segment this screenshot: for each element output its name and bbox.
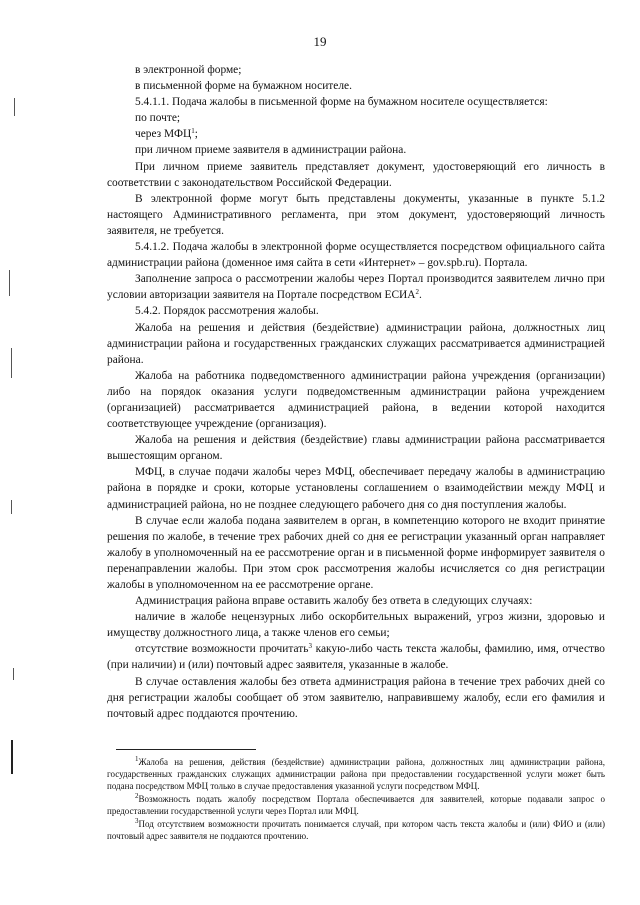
footnote [107, 818, 605, 842]
footnote [107, 793, 605, 817]
footnote-text: Под отсутствием возможности прочитать понимается случай, при котором часть текста жалобы и (или) ФИО и (или) почтовый адрес заявителя не поддаются прочтению. [107, 819, 605, 841]
scan-mark [13, 668, 14, 680]
paragraph: При личном приеме заявитель представляет документ, удостоверяющий его личность в соответствии с законодательством Российской Федерации. [107, 160, 605, 189]
scan-mark [11, 348, 12, 378]
paragraph-text: отсутствие возможности прочитать [135, 643, 309, 656]
scan-mark [11, 740, 13, 774]
footnote [107, 756, 605, 792]
section-5-4-2: 5.4.2. Порядок рассмотрения жалобы. [135, 305, 319, 318]
punctuation: ; [194, 128, 198, 141]
paragraph-text: через МФЦ [135, 128, 192, 141]
paragraph: В случае если жалоба подана заявителем в орган, в компетенцию которого не входит принятие решения по жалобе, в течение трех рабочих дней со дня ее регистрации указанный орган направляет жалобу в уполномоченный на ее рассмотрение орган и в письменной форме информирует заявителя о перенаправлении жалобы. При этом срок рассмотрения жалобы исчисляется со дня регистрации жалобы в уполномоченном на ее рассмотрение органе. [107, 514, 605, 591]
paragraph: В случае оставления жалобы без ответа администрация района в течение трех рабочих дней со дня регистрации жалобы сообщает об этом заявителю, направившему жалобу, если его фамилия и почтовый адрес поддаются прочтению. [107, 675, 605, 720]
footnote-ref: 2 [415, 288, 420, 297]
section-5-4-1-2: 5.4.1.2. Подача жалобы в электронной форме осуществляется посредством официального сайта администрации района (доменное имя сайта в сети «Интернет» – gov.spb.ru). Портала. [107, 241, 605, 270]
paragraph-text: какую-либо часть текста жалобы, фамилию, имя, отчество (при наличии) и (или) почтовый адрес заявителя, указанные в жалобе. [107, 643, 605, 672]
paragraph: Администрация района вправе оставить жалобу без ответа в следующих случаях: [135, 595, 533, 608]
paragraph: при личном приеме заявителя в администрации района. [135, 144, 407, 157]
footnote-ref: 1 [191, 127, 195, 136]
footnote-number: 2 [135, 792, 139, 800]
page-number: 19 [313, 34, 327, 49]
paragraph: в письменной форме на бумажном носителе. [135, 80, 352, 93]
footnotes [107, 756, 605, 843]
paragraph: Жалоба на решения и действия (бездействие) главы администрации района рассматривается вышестоящим органом. [107, 434, 605, 463]
paragraph-unreadable [107, 641, 605, 673]
paragraph-mfc [107, 126, 605, 142]
paragraph-esia [107, 271, 605, 303]
paragraph: по почте; [135, 112, 181, 125]
scan-mark [14, 98, 15, 116]
footnote-divider [116, 749, 256, 750]
footnote-number: 1 [135, 755, 139, 763]
footnote-number: 3 [135, 817, 139, 825]
paragraph: Жалоба на работника подведомственного администрации района учреждения (организации) либо на порядок оказания услуги подведомственным администрации района учреждением (организацией) рассматривается администрацией района, в ведении которой находится соответствующее учреждение (организация). [107, 369, 605, 431]
section-5-4-1-1: 5.4.1.1. Подача жалобы в письменной форме на бумажном носителе осуществляется: [135, 96, 548, 109]
scan-mark [9, 270, 10, 296]
paragraph: в электронной форме; [135, 64, 242, 76]
punctuation: . [419, 289, 422, 302]
paragraph-text: Заполнение запроса о рассмотрении жалобы через Портал производится заявителем лично при условии авторизации заявителя на Портале посредством ЕСИА [107, 273, 605, 302]
paragraph: наличие в жалобе нецензурных либо оскорбительных выражений, угроз жизни, здоровью и имуществу должностного лица, а также членов его семьи; [107, 611, 605, 640]
paragraph: В электронной форме могут быть представлены документы, указанные в пункте 5.1.2 настоящего Административного регламента, при этом документ, удостоверяющий личность заявителя, не требуется. [107, 192, 605, 237]
footnote-text: Жалоба на решения, действия (бездействие) администрации района, должностных лиц администрации района, государственных гражданских служащих администрации района при предоставлении государственной услуги может быть подана посредством МФЦ только в случае предоставления указанной услуги посредством МФЦ. [107, 757, 605, 791]
paragraph: Жалоба на решения и действия (бездействие) администрации района, должностных лиц администрации района и государственных гражданских служащих рассматривается администрацией района. [107, 321, 605, 366]
scan-mark [11, 500, 12, 514]
paragraph: МФЦ, в случае подачи жалобы через МФЦ, обеспечивает передачу жалобы в администрацию района в порядке и сроки, которые установлены соглашением о взаимодействии между МФЦ и администрацией района, но не позднее следующего рабочего дня со дня поступления жалобы. [107, 466, 605, 511]
document-body [107, 62, 605, 722]
footnote-ref: 3 [308, 642, 312, 651]
footnote-text: Возможность подать жалобу посредством Портала обеспечивается для заявителей, которые подавали запрос о предоставлении государственной услуги через Портал или МФЦ. [107, 794, 605, 816]
